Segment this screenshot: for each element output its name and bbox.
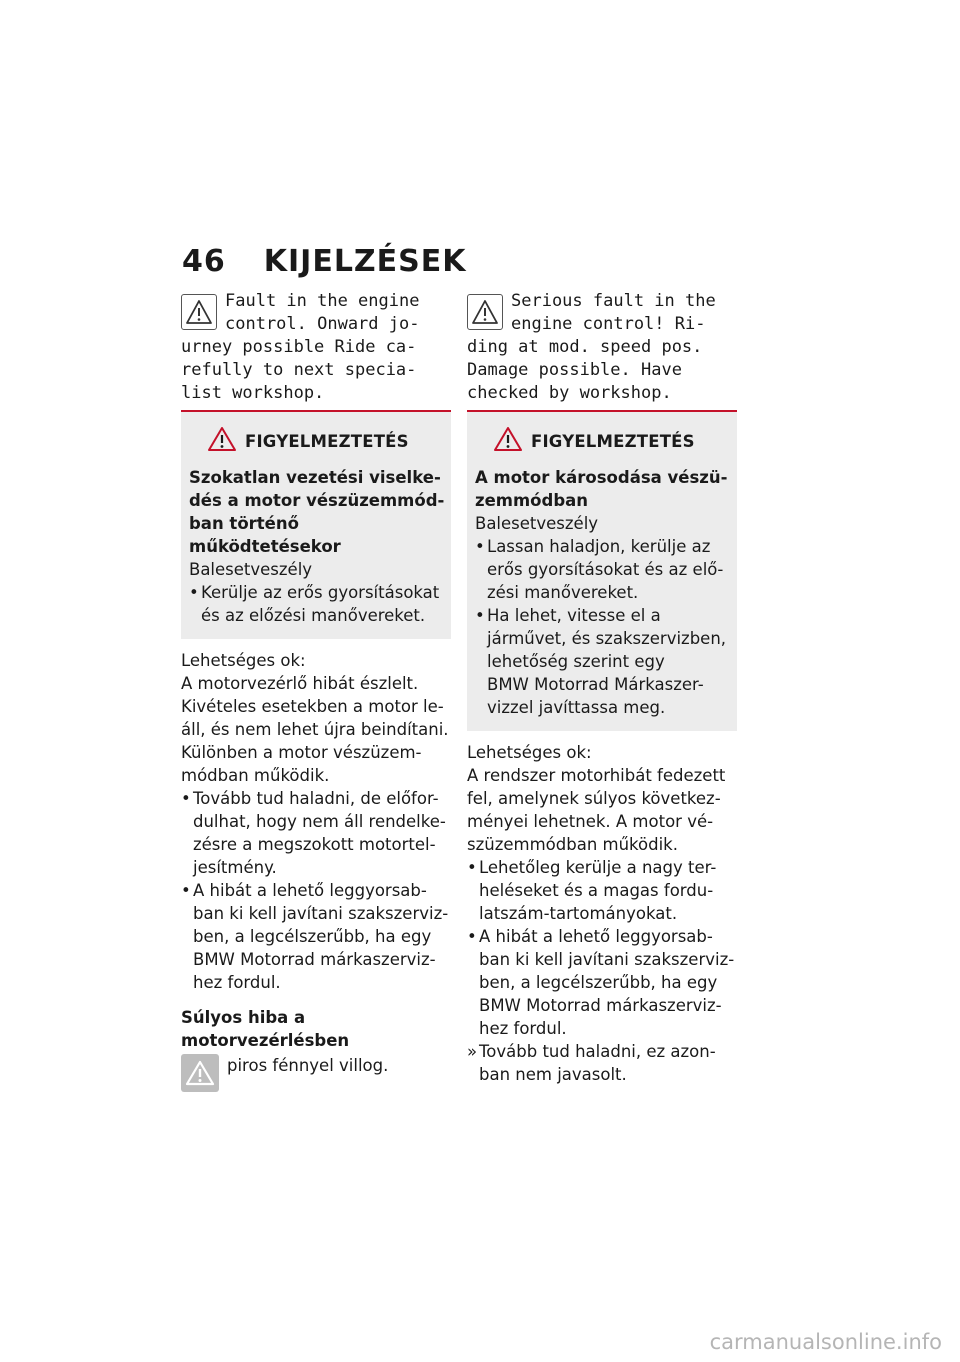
display-message-text: Serious fault in the engine control! Ri- ding at mod. speed pos. Damage possible. Have checked by workshop. [467,291,716,403]
warning-triangle-icon [181,294,217,330]
cause-text: A motorvezérlő hibát észlelt. Kivételes esetekben a motor le- áll, és nem lehet újra beindítani. Különben a motor vészüzem- módban működik. [181,674,449,785]
list-item: • Lehetőleg kerülje a nagy ter- heléseket és a magas fordu- latszám-tartományokat. [467,858,717,923]
warning-title-text: FIGYELMEZTETÉS [531,431,695,451]
chapter-title: KIJELZÉSEK [263,244,467,279]
cause-label: Lehetséges ok: [467,743,592,762]
watermark: carmanualsonline.info [709,1330,942,1354]
warning-title [493,426,731,456]
warning-title-text: FIGYELMEZTETÉS [245,431,409,451]
display-message-text: Fault in the engine control. Onward jo- urney possible Ride ca- refully to next specia- list workshop. [181,291,420,403]
action-item: » Tovább tud haladni, ez azon- ban nem javasolt. [467,1042,716,1084]
indicator-row [181,1054,451,1092]
warning-title [207,426,445,456]
warning-hazard: Balesetveszély [189,560,313,579]
display-message-block [181,290,451,406]
cause-block [181,649,451,787]
cause-text: A rendszer motorhibát fedezett fel, amelynek súlyos következ- ményei lehetnek. A motor vé- szüzemmódban működik. [467,766,726,854]
list-item: • Ha lehet, vitesse el a járművet, és szakszervizben, lehetőség szerint egy BMW Motorrad Márkaszer- vizzel javíttassa meg. [475,606,727,717]
warning-triangle-icon [493,426,523,456]
section-subheading: Súlyos hiba a motorvezérlésben [181,1008,350,1050]
warning-triangle-icon [467,294,503,330]
cause-label: Lehetséges ok: [181,651,306,670]
page-number: 46 [182,244,226,279]
list-item: • A hibát a lehető leggyorsab- ban ki kell javítani szakszerviz- ben, a legcélszerűbb, ha egy BMW Motorrad márkaszerviz- hez fordul. [181,881,449,992]
warning-headline: Szokatlan vezetési viselke- dés a motor vészüzemmód- ban történő működtetésekor [189,468,445,556]
list-item: • Tovább tud haladni, de előfor- dulhat, hogy nem áll rendelke- zésre a megszokott motortel- jesítmény. [181,789,446,877]
warning-box [181,412,451,639]
display-message-block [467,290,737,406]
warning-hazard: Balesetveszély [475,514,599,533]
warning-headline: A motor károsodása vészü- zemmódban [475,468,728,510]
warning-triangle-icon [181,1054,219,1092]
cause-block [467,741,737,856]
page-header [182,244,467,279]
list-item: • A hibát a lehető leggyorsab- ban ki kell javítani szakszerviz- ben, a legcélszerűbb, ha egy BMW Motorrad márkaszerviz- hez fordul. [467,927,735,1038]
warning-box [467,412,737,731]
list-item: • Lassan haladjon, kerülje az erős gyorsításokat és az elő- zési manővereket. [475,537,724,602]
right-column [467,290,737,1086]
indicator-text: piros fénnyel villog. [227,1056,389,1075]
list-item: • Kerülje az erős gyorsításokat és az előzési manővereket. [189,583,440,625]
warning-triangle-icon [207,426,237,456]
left-column [181,290,451,1092]
